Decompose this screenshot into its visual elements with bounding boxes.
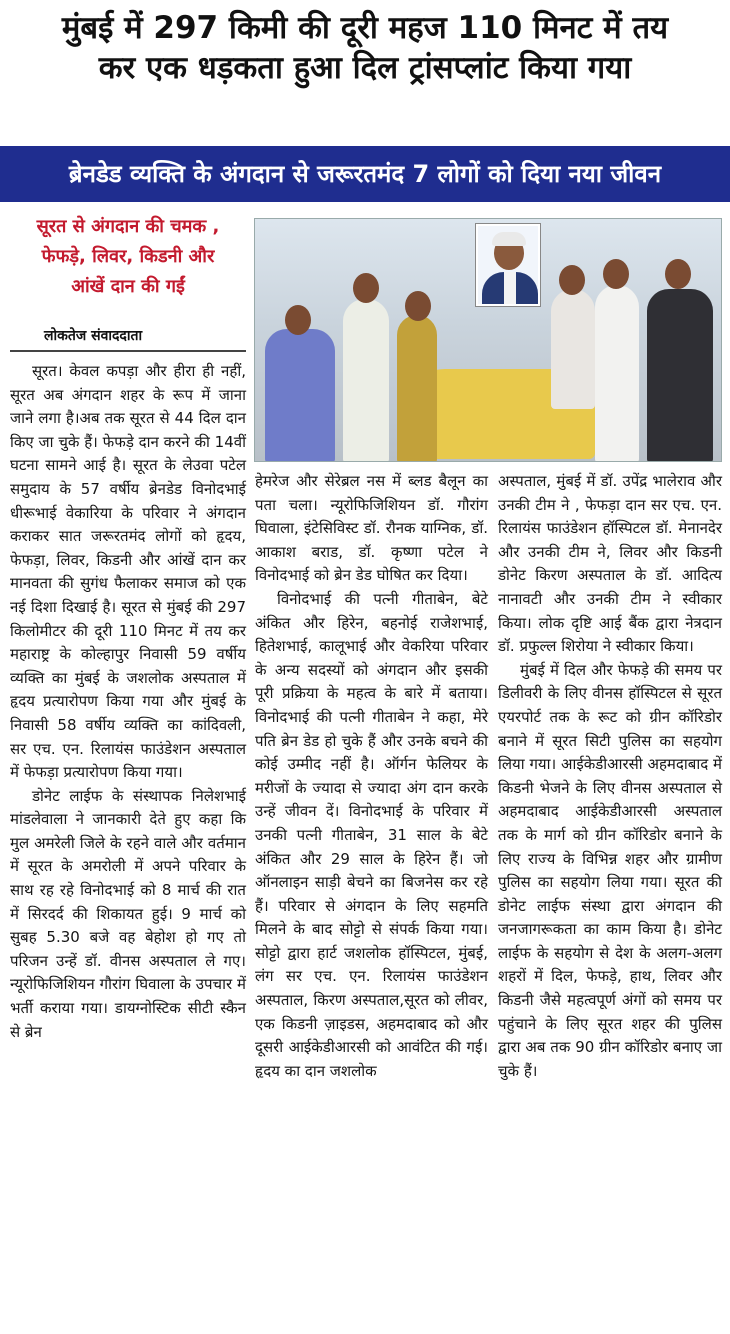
article-column-1 (10, 360, 246, 1044)
article-column-3 (498, 470, 722, 1083)
portrait-inset (476, 224, 540, 306)
paragraph: विनोदभाई की पत्नी गीताबेन, बेटे अंकित और हिरेन, बहनोई राजेशभाई, हितेशभाई, कालूभाई और वेकरिया परिवार के अन्य सदस्यों को अंगदान और इसकी पूरी प्रक्रिया के महत्व के बारे में बताया। विनोदभाई की पत्नी गीताबेन ने कहा, मेरे पति ब्रेन डेड हो चुके हैं और उनके बचने की कोई उम्मीद नहीं है। ऑर्गन फेलियर के मरीजों के ज्यादा से ज्यादा अंग दान करके उन्हें जीवन दें। विनोदभाई के परिवार में उनकी पत्नी गीताबेन, 31 साल के बेटे अंकित और 29 साल के हिरेन हैं। जो ऑनलाइन साड़ी बेचने का बिजनेस कर रहे हैं। परिवार से अंगदान के लिए सहमति मिलने के बाद सोट्टो से संपर्क किया गया। सोट्टो द्वारा हार्ट जशलोक हॉस्पिटल, मुंबई, लंग सर एच. एन. रिलायंस फाउंडेशन अस्पताल, किरण अस्पताल,सूरत को लीवर, एक किडनी ज़ाइडस, अहमदाबाद को और दूसरी आईकेडीआरसी को आवंटित की गई। हृदय का दान जशलोक (255, 589, 488, 1080)
paragraph: हेमरेज और सेरेब्रल नस में ब्लड बैलून का पता चला। न्यूरोफिजिशियन डॉ. गौरांग घिवाला, इंटेसिविस्ट डॉ. रौनक याग्निक, डॉ. आकाश बराड, डॉ. कृष्णा पटेल ने विनोदभाई को ब्रेन डेड घोषित कर दिया। (255, 472, 488, 585)
person-head-shape (603, 259, 629, 289)
kicker-line-3: आंखें दान की गईं (71, 276, 185, 297)
subheadline-band (0, 146, 730, 202)
person-shape (595, 285, 639, 462)
kicker-line-1: सूरत से अंगदान की चमक , (36, 216, 220, 237)
subheadline: ब्रेनडेड व्यक्ति के अंगदान से जरूरतमंद 7 लोगों को दिया नया जीवन (68, 160, 662, 188)
paragraph: मुंबई में दिल और फेफड़े की समय पर डिलीवरी के लिए वीनस हॉस्पिटल से सूरत एयरपोर्ट तक के रूट को ग्रीन कॉरिडोर बनाने में सूरत सिटी पुलिस का सहयोग लिया गया। आईकेडीआरसी अहमदाबाद में किडनी भेजने के लिए वीनस अस्पताल से अहमदाबाद आईकेडीआरसी अस्पताल तक के मार्ग को ग्रीन कॉरिडोर बनाने के लिए राज्य के विभिन्न शहर और ग्रामीण पुलिस का सहयोग लिया गया। सूरत की डोनेट लाईफ संस्था द्वारा अंगदान की जनजागरूकता का काम किया है। डोनेट लाईफ के सहयोग से देश के अलग-अलग शहरों में दिल, फेफड़े, हाथ, लिवर और किडनी जैसे महत्वपूर्ण अंगों को समय पर पहुंचाने के लिए सूरत शहर की पुलिस द्वारा अब तक 90 ग्रीन कॉरिडोर बनाए जा चुके हैं। (498, 660, 722, 1080)
person-shape (265, 329, 335, 462)
person-head-shape (405, 291, 431, 321)
byline-rule (10, 350, 246, 352)
person-shape (647, 289, 713, 462)
paragraph: डोनेट लाईफ के संस्थापक निलेशभाई मांडलेवाला ने जानकारी देते हुए कहा कि मुल अमरेली जिले के रहने वाले और वर्तमान में सूरत के अमरोली में अपने परिवार के साथ रह रहे विनोदभाई को 8 मार्च की रात में सिरदर्द की शिकायत हुई। 9 मार्च को सुबह 5.30 बजे वह बेहोश हो गए तो परिजन उन्हें डॉ. वीनस अस्पताल ले गए। न्यूरोफिजिशियन गौरांग घिवाला के उपचार में भर्ती कराया गया। डायग्नोस्टिक सीटी स्कैन से ब्रेन (10, 786, 246, 1041)
kicker-line-2: फेफड़े, लिवर, किडनी और (41, 246, 215, 267)
kicker (10, 212, 246, 302)
paragraph: अस्पताल, मुंबई में डॉ. उपेंद्र भालेराव और उनकी टीम ने , फेफड़ा दान सर एच. एन. रिलायंस फाउंडेशन हॉस्पिटल डॉ. मेनानदेर और उनकी टीम ने, लिवर और किडनी डोनेट किरण अस्पताल के डॉ. आदित्य नानावटी और उनकी टीम ने स्वीकार किया। लोक दृष्टि आई बैंक द्वारा नेत्रदान डॉ. प्रफुल्ल शिरोया ने स्वीकार किया। (498, 472, 722, 656)
article-column-2 (255, 470, 488, 1083)
person-shape (551, 289, 595, 409)
portrait-shirt-shape (504, 272, 516, 306)
byline: लोकतेज संवाददाता (44, 328, 143, 344)
person-head-shape (559, 265, 585, 295)
person-head-shape (353, 273, 379, 303)
person-shape (397, 315, 437, 462)
person-shape (343, 299, 389, 462)
paragraph: सूरत। केवल कपड़ा और हीरा ही नहीं, सूरत अब अंगदान शहर के रूप में जाना जाने लगा है।अब तक सूरत से 44 दिल दान किए जा चुके हैं। फेफड़े दान करने की 14वीं घटना सामने आई है। सूरत के लेउवा पटेल समुदाय के 57 वर्षीय ब्रेनडेड विनोदभाई धीरूभाई वेकारिया के परिवार ने अंगदान कराकर सात जरूरतमंद लोगों को हृदय, फेफड़ा, लिवर, किडनी और आंखें दान कर मानवता की सुगंध फैलाकर समाज को एक नई दिशा दिखाई है। सूरत से मुंबई की 297 किलोमीटर की दूरी 110 मिनट में तय कर महाराष्ट्र के कोल्हापुर निवासी 59 वर्षीय व्यक्ति का मुंबई के जशलोक अस्पताल में हृदय प्रत्यारोपण किया गया और मुंबई के निवासी 58 वर्षीय व्यक्ति का कांदिवली, सर एच. एन. रिलायंस फाउंडेशन अस्पताल में फेफड़ा प्रत्यारोपण किया गया। (10, 362, 246, 782)
portrait-hair-shape (492, 232, 526, 246)
person-head-shape (285, 305, 311, 335)
headline-line-1: मुंबई में 297 किमी की दूरी महज 110 मिनट में तय (61, 10, 669, 46)
headline (8, 8, 722, 88)
headline-line-2: कर एक धड़कता हुआ दिल ट्रांसप्लांट किया गया (98, 50, 632, 86)
person-head-shape (665, 259, 691, 289)
